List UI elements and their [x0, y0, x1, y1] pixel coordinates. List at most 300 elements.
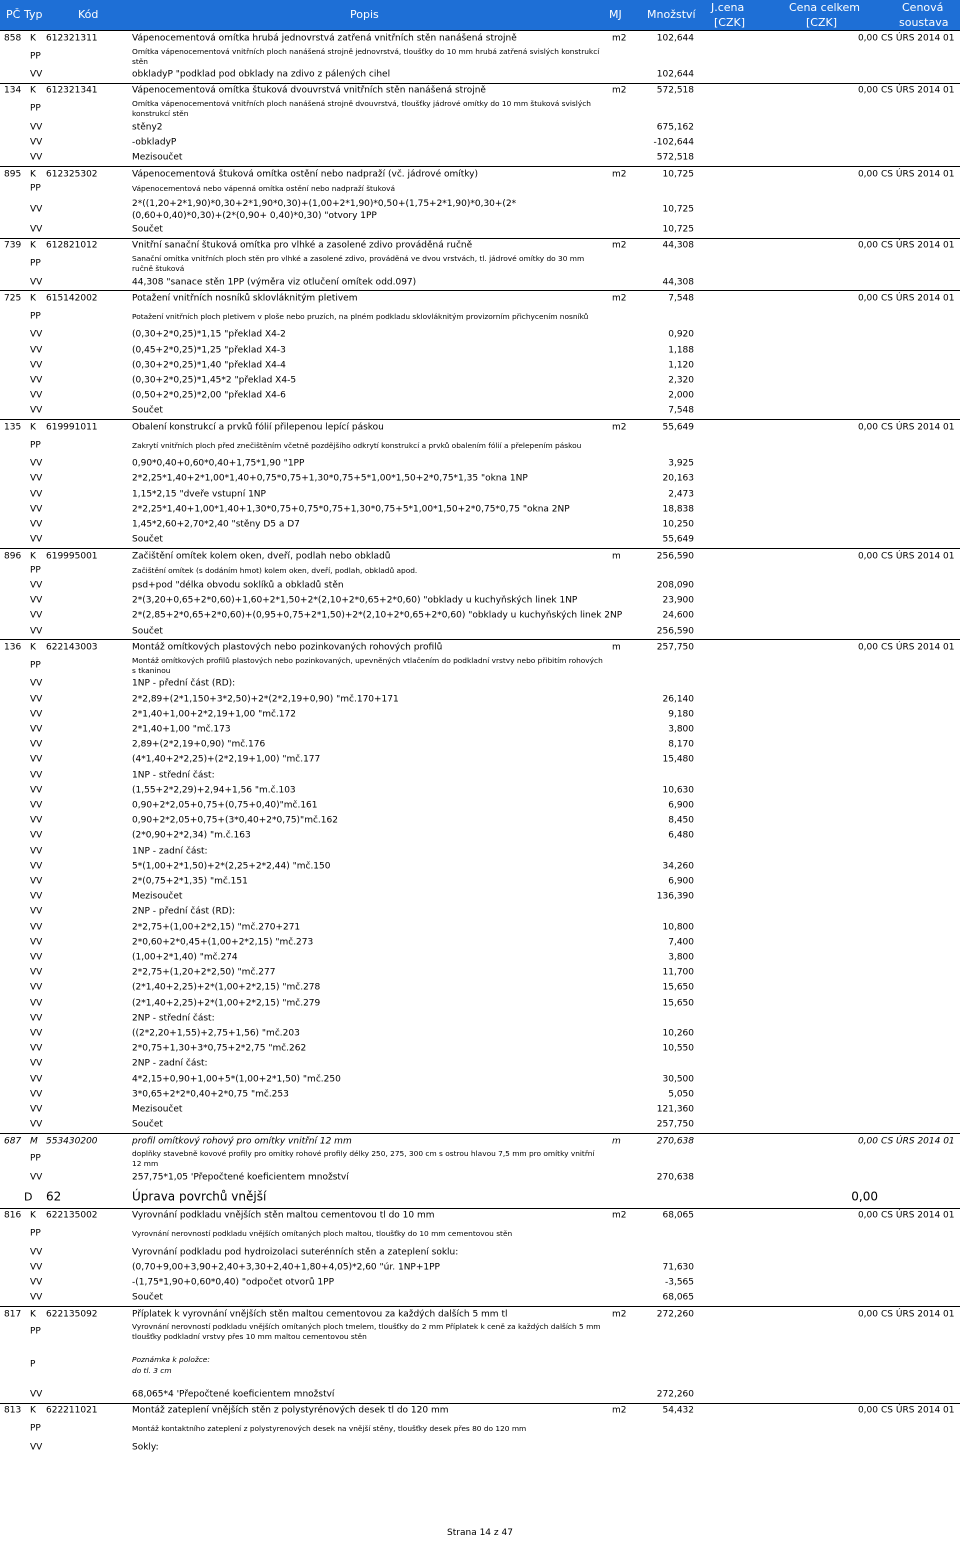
row-description: 2*2,75+(1,20+2*2,50) "mč.277 [132, 967, 276, 978]
row-quantity: -3,565 [664, 1277, 694, 1288]
item-row [0, 1403, 960, 1420]
row-quantity: 23,900 [662, 595, 694, 606]
row-quantity: 10,250 [662, 519, 694, 530]
note-row [0, 1343, 960, 1387]
row-description: Potažení vnitřních nosníků sklovláknitým pletivem [132, 293, 358, 304]
row-description: stěny2 [132, 122, 163, 133]
row-description: (4*1,40+2*2,25)+(2*2,19+1,00) "mč.177 [132, 754, 321, 765]
measurement-row [0, 223, 960, 238]
header-soustava: soustava [899, 16, 949, 29]
row-description: (0,30+2*0,25)*1,40 "překlad X4-4 [132, 360, 286, 371]
row-description: (0,50+2*0,25)*2,00 "překlad X4-6 [132, 390, 286, 401]
row-pc: 817 [4, 1309, 22, 1320]
measurement-row [0, 1118, 960, 1133]
row-typ: VV [30, 69, 43, 80]
row-typ: K [30, 85, 36, 96]
row-pc: 813 [4, 1405, 22, 1416]
item-row [0, 1133, 960, 1150]
row-total-price: 0,00 [857, 169, 878, 180]
row-description: Součet [132, 1119, 163, 1130]
row-pc: 136 [4, 642, 22, 653]
row-price-source: CS ÚRS 2014 01 [881, 85, 955, 96]
row-quantity: 270,638 [656, 1136, 694, 1147]
row-description: 2*2,89+(2*1,150+3*2,50)+2*(2*2,19+0,90) "mč.170+171 [132, 694, 399, 705]
measurement-row [0, 1042, 960, 1057]
row-description: Vyrovnání podkladu vnějších stěn maltou cementovou tl do 10 mm [132, 1210, 435, 1221]
measurement-row [0, 935, 960, 950]
row-typ: VV [30, 329, 43, 340]
measurement-row [0, 1170, 960, 1185]
item-description-row [0, 655, 960, 677]
row-description: 2*0,75+1,30+3*0,75+2*2,75 "mč.262 [132, 1043, 307, 1054]
note-label: Poznámka k položce: [132, 1355, 210, 1365]
row-pc: 816 [4, 1210, 22, 1221]
item-description-row [0, 181, 960, 196]
row-typ: VV [30, 458, 43, 469]
row-typ: PP [30, 660, 41, 671]
measurement-row [0, 1026, 960, 1041]
measurement-row [0, 981, 960, 996]
row-typ: VV [30, 739, 43, 750]
row-typ: VV [30, 345, 43, 356]
header-typ: Typ [24, 8, 43, 21]
row-description: Montáž omítkových plastových nebo pozinkovaných rohových profilů [132, 642, 443, 653]
row-typ: VV [30, 952, 43, 963]
row-description: (0,45+2*0,25)*1,25 "překlad X4-3 [132, 345, 286, 356]
row-quantity: 6,900 [668, 800, 694, 811]
row-description: ((2*2,20+1,55)+2,75+1,56) "mč.203 [132, 1028, 300, 1039]
row-description: Mezisoučet [132, 1104, 183, 1115]
row-total-price: 0,00 [857, 1309, 878, 1320]
measurement-row [0, 1275, 960, 1290]
row-typ: VV [30, 1104, 43, 1115]
row-quantity: 9,180 [668, 709, 694, 720]
row-typ: PP [30, 51, 41, 61]
row-typ: VV [30, 534, 43, 545]
row-unit: m2 [612, 1405, 627, 1416]
measurement-row [0, 1291, 960, 1306]
row-kod: 622211021 [46, 1405, 98, 1416]
row-typ: VV [30, 375, 43, 386]
row-total-price: 0,00 [851, 1189, 878, 1203]
row-pc: 687 [4, 1136, 22, 1147]
measurement-row [0, 707, 960, 722]
row-typ: VV [30, 405, 43, 416]
row-description: 1NP - přední část (RD): [132, 678, 236, 689]
row-quantity: 71,630 [662, 1262, 694, 1273]
row-quantity: 257,750 [656, 642, 694, 653]
row-unit: m2 [612, 1309, 627, 1320]
row-description: Začištění omítek (s dodáním hmot) kolem oken, dveří, podlah, obkladů apod. [132, 565, 418, 575]
row-typ: VV [30, 1442, 43, 1453]
measurement-row [0, 874, 960, 889]
measurement-row [0, 1102, 960, 1117]
row-typ: M [30, 1136, 38, 1147]
row-description: 2*1,40+1,00+2*2,19+1,00 "mč.172 [132, 709, 296, 720]
row-quantity: 10,630 [662, 785, 694, 796]
row-quantity: 5,050 [668, 1089, 694, 1100]
row-quantity: 68,065 [662, 1292, 694, 1303]
row-quantity: 26,140 [662, 694, 694, 705]
row-typ: P [30, 1359, 36, 1370]
row-price-source: CS ÚRS 2014 01 [881, 240, 955, 251]
measurement-row [0, 890, 960, 905]
row-description: Omítka vápenocementová vnitřních ploch nanášená strojně dvouvrstvá, tloušťky jádrové omítky do 10 mm štuková svislých konstrukcí stěn [132, 99, 591, 119]
measurement-row [0, 950, 960, 965]
measurement-row [0, 905, 960, 920]
page-number: Strana 14 z 47 [447, 1528, 513, 1538]
measurement-row [0, 275, 960, 290]
section-row [0, 1186, 960, 1208]
row-description: Montáž omítkových profilů plastových nebo pozinkovaných, upevněných vtlačením do podkladní vrstvy nebo přibitím rohových s tkaninou [132, 655, 603, 675]
measurement-row [0, 120, 960, 135]
row-quantity: 8,170 [668, 739, 694, 750]
row-description: 1NP - zadní část: [132, 846, 208, 857]
row-quantity: 55,649 [662, 422, 694, 433]
measurement-row [0, 135, 960, 150]
row-typ: VV [30, 967, 43, 978]
row-description: 1,45*2,60+2,70*2,40 "stěny D5 a D7 [132, 519, 300, 530]
row-typ: PP [30, 1423, 41, 1434]
row-description: Vápenocementová štuková omítka ostění nebo nadpraží (vč. jádrové omítky) [132, 169, 479, 180]
row-description: (2*0,90+2*2,34) "m.č.163 [132, 830, 251, 841]
row-quantity: 10,800 [662, 922, 694, 933]
row-description: Začištění omítek kolem oken, dveří, podlah nebo obkladů [132, 551, 391, 562]
row-description: (1,00+2*1,40) "mč.274 [132, 952, 238, 963]
row-description: 2*0,60+2*0,45+(1,00+2*2,15) "mč.273 [132, 937, 314, 948]
row-description: Sanační omítka vnitřních ploch stěn pro vlhké a zasolené zdivo, prováděná ve dvou vrstvách, tl. jádrové omítky do 30 mm ručně štuková [132, 254, 585, 274]
row-total-price: 0,00 [857, 33, 878, 44]
row-typ: VV [30, 846, 43, 857]
row-typ: PP [30, 1228, 41, 1239]
row-description: 257,75*1,05 'Přepočtené koeficientem množství [132, 1172, 349, 1183]
measurement-row [0, 457, 960, 472]
row-description: 1,15*2,15 "dveře vstupní 1NP [132, 489, 266, 500]
item-description-row [0, 1223, 960, 1245]
item-description-row [0, 563, 960, 578]
item-row [0, 548, 960, 565]
row-pc: 134 [4, 85, 22, 96]
item-description-row [0, 1418, 960, 1440]
measurement-row [0, 1440, 960, 1455]
row-quantity: 15,650 [662, 998, 694, 1009]
row-typ: K [30, 293, 36, 304]
row-typ: VV [30, 861, 43, 872]
row-typ: VV [30, 277, 43, 288]
row-typ: K [30, 33, 36, 44]
row-description: Obalení konstrukcí a prvků fólií přilepenou lepící páskou [132, 422, 384, 433]
row-description: obkladyP "podklad pod obklady na zdivo z pálených cihel [132, 69, 391, 80]
row-price-source: CS ÚRS 2014 01 [881, 642, 955, 653]
measurement-row [0, 487, 960, 502]
row-typ: VV [30, 815, 43, 826]
row-description: 2*2,75+(1,00+2*2,15) "mč.270+271 [132, 922, 301, 933]
row-total-price: 0,00 [857, 1405, 878, 1416]
row-quantity: 256,590 [656, 551, 694, 562]
row-description: 2*(3,20+0,65+2*0,60)+1,60+2*1,50+2*(2,10+2*0,65+2*0,60) "obklady u kuchyňských linek 1NP [132, 595, 578, 606]
row-total-price: 0,00 [857, 85, 878, 96]
row-quantity: 3,800 [668, 724, 694, 735]
row-quantity: 30,500 [662, 1074, 694, 1085]
row-typ: VV [30, 876, 43, 887]
row-typ: VV [30, 800, 43, 811]
row-unit: m2 [612, 85, 627, 96]
row-kod: 62 [46, 1189, 62, 1203]
measurement-row [0, 517, 960, 532]
row-quantity: 10,725 [662, 169, 694, 180]
row-price-source: CS ÚRS 2014 01 [881, 33, 955, 44]
row-quantity: 572,518 [656, 152, 694, 163]
item-description-row [0, 435, 960, 457]
row-description: doplňky stavebně kovové profily pro omítky rohové profily délky 250, 275, 300 cm s ostrou hlavou 7,5 mm pro omítky vnitřní 12 mm [132, 1149, 595, 1169]
item-row [0, 238, 960, 255]
header-popis: Popis [350, 8, 379, 21]
measurement-row [0, 814, 960, 829]
row-typ: VV [30, 724, 43, 735]
row-description: 2,89+(2*2,19+0,90) "mč.176 [132, 739, 266, 750]
row-quantity: 10,725 [662, 224, 694, 235]
item-description-row [0, 1148, 960, 1170]
row-description: 0,90+2*2,05+0,75+(0,75+0,40)"mč.161 [132, 800, 318, 811]
row-typ: VV [30, 754, 43, 765]
row-typ: PP [30, 103, 41, 114]
row-description: Součet [132, 1292, 163, 1303]
header-pc: PČ [6, 8, 21, 21]
row-kod: 622143003 [46, 642, 98, 653]
row-description: 4*2,15+0,90+1,00+5*(1,00+2*1,50) "mč.250 [132, 1074, 341, 1085]
row-quantity: 3,800 [668, 952, 694, 963]
row-quantity: 270,638 [656, 1172, 694, 1183]
row-quantity: 2,473 [668, 489, 694, 500]
row-kod: 615142002 [46, 293, 98, 304]
row-unit: m2 [612, 293, 627, 304]
row-description: 3*0,65+2*2*0,40+2*0,75 "mč.253 [132, 1089, 289, 1100]
row-quantity: 20,163 [662, 473, 694, 484]
measurement-row [0, 343, 960, 358]
measurement-row [0, 533, 960, 548]
row-pc: 896 [4, 551, 22, 562]
row-typ: K [30, 169, 36, 180]
row-typ: K [30, 422, 36, 433]
row-typ: VV [30, 1292, 43, 1303]
row-description: Omítka vápenocementová vnitřních ploch nanášená strojně jednovrstvá, tloušťky do 10 mm hrubá zatřená svislých konstrukcí stěn [132, 46, 600, 66]
row-description: 0,90+2*2,05+0,75+(3*0,40+2*0,75)"mč.162 [132, 815, 338, 826]
measurement-row [0, 579, 960, 594]
row-typ: VV [30, 906, 43, 917]
row-kod: 619995001 [46, 551, 98, 562]
row-quantity: 102,644 [656, 33, 694, 44]
row-price-source: CS ÚRS 2014 01 [881, 293, 955, 304]
row-kod: 612321311 [46, 33, 98, 44]
row-quantity: 44,308 [662, 277, 694, 288]
row-quantity: 15,480 [662, 754, 694, 765]
header-mnozstvi: Množství [647, 8, 696, 21]
measurement-row [0, 768, 960, 783]
row-quantity: 675,162 [656, 122, 694, 133]
row-quantity: 54,432 [662, 1405, 694, 1416]
row-quantity: 208,090 [656, 580, 694, 591]
item-description-row [0, 46, 960, 68]
measurement-row [0, 609, 960, 624]
measurement-row [0, 1245, 960, 1260]
measurement-row [0, 374, 960, 389]
row-quantity: 6,900 [668, 876, 694, 887]
row-unit: m [612, 642, 621, 653]
item-description-row [0, 253, 960, 275]
row-description: Vyrovnání nerovností podkladu vnějších omítaných ploch maltou, tloušťky do 10 mm cementovou stěn [132, 1229, 513, 1238]
row-quantity: 7,400 [668, 937, 694, 948]
row-unit: m [612, 551, 621, 562]
row-unit: m2 [612, 1210, 627, 1221]
row-typ: VV [30, 922, 43, 933]
row-description: Vyrovnání nerovností podkladu vnějších omítaných ploch tmelem, tloušťky do 2 mm Příplatek k ceně za každých dalších 5 mm tloušťky podkladní vrstvy přes 10 mm maltou cementovou stěn [132, 1322, 601, 1342]
row-quantity: 2,000 [668, 390, 694, 401]
row-price-source: CS ÚRS 2014 01 [881, 169, 955, 180]
row-typ: K [30, 1210, 36, 1221]
row-description: Mezisoučet [132, 152, 183, 163]
row-typ: K [30, 551, 36, 562]
row-description: (0,70+9,00+3,90+2,40+3,30+2,40+1,80+4,05)*2,60 "úr. 1NP+1PP [132, 1262, 440, 1273]
row-price-source: CS ÚRS 2014 01 [881, 1210, 955, 1221]
row-description: -(1,75*1,90+0,60*0,40) "odpočet otvorů 1PP [132, 1277, 334, 1288]
measurement-row [0, 328, 960, 343]
row-description: Příplatek k vyrovnání vnějších stěn maltou cementovou za každých dalších 5 mm tl [132, 1309, 508, 1320]
row-typ: VV [30, 519, 43, 530]
row-description: 2NP - přední část (RD): [132, 906, 236, 917]
row-description: (0,30+2*0,25)*1,45*2 "překlad X4-5 [132, 375, 297, 386]
item-row [0, 83, 960, 100]
row-quantity: 2,320 [668, 375, 694, 386]
row-kod: 612325302 [46, 169, 98, 180]
row-typ: VV [30, 770, 43, 781]
row-typ: VV [30, 595, 43, 606]
row-unit: m [612, 1136, 621, 1147]
row-quantity: 1,120 [668, 360, 694, 371]
row-description: 2*(2,85+2*0,65+2*0,60)+(0,95+0,75+2*1,50)+2*(2,10+2*0,65+2*0,60) "obklady u kuchyňských linek 2NP [132, 610, 623, 621]
row-typ: VV [30, 891, 43, 902]
row-typ: PP [30, 565, 41, 576]
row-description: 0,90*0,40+0,60*0,40+1,75*1,90 "1PP [132, 458, 305, 469]
row-typ: VV [30, 152, 43, 163]
row-total-price: 0,00 [857, 1136, 878, 1147]
measurement-row [0, 859, 960, 874]
row-typ: VV [30, 1247, 43, 1258]
row-typ: VV [30, 1119, 43, 1130]
row-typ: VV [30, 937, 43, 948]
item-row [0, 1208, 960, 1225]
measurement-row [0, 502, 960, 517]
row-pc: 739 [4, 240, 22, 251]
row-description: 2*(0,75+2*1,35) "mč.151 [132, 876, 248, 887]
header-jcena-unit: [CZK] [714, 16, 746, 29]
row-quantity: 1,188 [668, 345, 694, 356]
row-quantity: 10,725 [662, 204, 694, 214]
measurement-row [0, 677, 960, 692]
row-kod: 612321341 [46, 85, 98, 96]
row-typ: VV [30, 1013, 43, 1024]
measurement-row [0, 783, 960, 798]
note-text: do tl. 3 cm [132, 1366, 172, 1376]
measurement-row [0, 594, 960, 609]
measurement-row [0, 358, 960, 373]
row-typ: VV [30, 1074, 43, 1085]
row-description: 2*2,25*1,40+2*1,00*1,40+0,75*0,75+1,30*0,75+5*1,00*1,50+2*0,75*1,35 "okna 1NP [132, 473, 528, 484]
measurement-row [0, 692, 960, 707]
row-quantity: 18,838 [662, 504, 694, 515]
row-description: (0,30+2*0,25)*1,15 "překlad X4-2 [132, 329, 286, 340]
row-typ: VV [30, 360, 43, 371]
row-description: psd+pod "délka obvodu soklíků a obkladů stěn [132, 580, 344, 591]
header-mj: MJ [609, 8, 622, 21]
row-description: 2*((1,20+2*1,90)*0,30+2*1,90*0,30)+(1,00+2*1,90)*0,50+(1,75+2*1,90)*0,30+(2*(0,60+0,40)*0,30)+(2*(0,90+ 0,40)*0,30) "otvory 1PP [132, 198, 517, 221]
row-typ: K [30, 1405, 36, 1416]
measurement-row [0, 1072, 960, 1087]
row-description: 2*1,40+1,00 "mč.173 [132, 724, 231, 735]
row-description: Vápenocementová omítka štuková dvouvrstvá vnitřních stěn nanášená strojně [132, 85, 486, 96]
row-typ: PP [30, 311, 41, 322]
row-typ: PP [30, 1326, 41, 1337]
row-quantity: 272,260 [656, 1309, 694, 1320]
row-typ: VV [30, 709, 43, 720]
table-header [0, 0, 960, 30]
measurement-row [0, 996, 960, 1011]
row-description: Vápenocementová nebo vápenná omítka ostění nebo nadpraží štuková [132, 183, 396, 193]
row-description: (2*1,40+2,25)+2*(1,00+2*2,15) "mč.279 [132, 998, 321, 1009]
row-pc: 725 [4, 293, 22, 304]
row-description: Součet [132, 405, 163, 416]
row-description: (1,55+2*2,29)+2,94+1,56 "m.č.103 [132, 785, 296, 796]
measurement-row [0, 151, 960, 166]
row-total-price: 0,00 [857, 293, 878, 304]
measurement-row [0, 722, 960, 737]
measurement-row [0, 404, 960, 419]
row-quantity: 0,920 [668, 329, 694, 340]
row-typ: PP [30, 1153, 41, 1164]
row-quantity: 68,065 [662, 1210, 694, 1221]
row-description: 5*(1,00+2*1,50)+2*(2,25+2*2,44) "mč.150 [132, 861, 331, 872]
measurement-row [0, 1387, 960, 1402]
row-typ: PP [30, 183, 41, 194]
measurement-row [0, 753, 960, 768]
row-typ: VV [30, 204, 43, 214]
row-typ: K [30, 240, 36, 251]
item-description-row [0, 1321, 960, 1343]
row-price-source: CS ÚRS 2014 01 [881, 1136, 955, 1147]
row-quantity: 7,548 [668, 405, 694, 416]
row-typ: VV [30, 1172, 43, 1183]
row-quantity: 24,600 [662, 610, 694, 621]
row-description: Součet [132, 626, 163, 637]
row-quantity: 121,360 [656, 1104, 694, 1115]
row-typ: VV [30, 1262, 43, 1273]
header-jcena: J.cena [711, 1, 745, 14]
row-typ: K [30, 1309, 36, 1320]
row-description: Vnitřní sanační štuková omítka pro vlhké a zasolené zdivo prováděná ručně [132, 240, 473, 251]
row-kod: 622135092 [46, 1309, 98, 1320]
row-typ: VV [30, 1028, 43, 1039]
row-quantity: 6,480 [668, 830, 694, 841]
item-description-row [0, 98, 960, 120]
item-row [0, 1306, 960, 1323]
row-unit: m2 [612, 422, 627, 433]
item-row [0, 290, 960, 307]
row-typ: VV [30, 489, 43, 500]
row-quantity: 11,700 [662, 967, 694, 978]
row-quantity: 10,550 [662, 1043, 694, 1054]
row-description: profil omítkový rohový pro omítky vnitřní 12 mm [132, 1136, 352, 1147]
row-kod: 612821012 [46, 240, 98, 251]
row-typ: VV [30, 473, 43, 484]
